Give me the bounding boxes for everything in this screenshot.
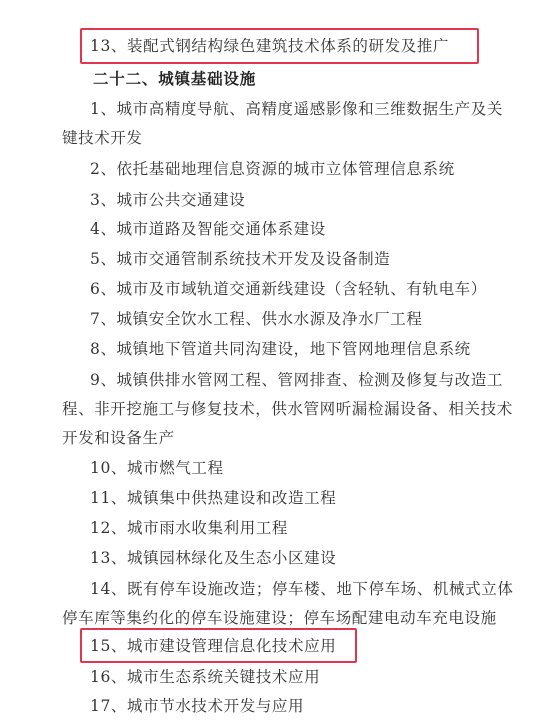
list-item-2: 2、依托基础地理信息资源的城市立体管理信息系统 [90, 160, 455, 178]
list-item-top-highlighted: 13、装配式钢结构绿色建筑技术体系的研发及推广 [90, 37, 450, 55]
list-item-13: 13、城镇园林绿化及生态小区建设 [90, 549, 337, 567]
section-heading: 二十二、城镇基础设施 [93, 69, 257, 88]
list-item-14-line-2: 停车库等集约化的停车设施建设；停车场配建电动车充电设施 [62, 609, 497, 627]
list-item-8: 8、城镇地下管道共同沟建设，地下管网地理信息系统 [90, 340, 471, 358]
list-item-12: 12、城市雨水收集利用工程 [90, 519, 289, 537]
list-item-9-line-2: 程、非开挖施工与修复技术，供水管网听漏检漏设备、相关技术 [62, 400, 513, 418]
list-item-9-line-1: 9、城镇供排水管网工程、管网排查、检测及修复与改造工 [90, 371, 503, 389]
list-item-14-line-1: 14、既有停车设施改造；停车楼、地下停车场、机械式立体 [90, 580, 514, 598]
list-item-15-highlighted: 15、城市建设管理信息化技术应用 [90, 637, 337, 655]
list-item-1-line-2: 键技术开发 [62, 129, 143, 147]
list-item-4: 4、城市道路及智能交通体系建设 [90, 220, 326, 238]
list-item-6: 6、城市及市域轨道交通新线建设（含轻轨、有轨电车） [90, 280, 487, 298]
list-item-5: 5、城市交通管制系统技术开发及设备制造 [90, 250, 391, 268]
list-item-17: 17、城市节水技术开发与应用 [90, 697, 305, 715]
list-item-1-line-1: 1、城市高精度导航、高精度遥感影像和三维数据生产及关 [90, 100, 503, 118]
list-item-10: 10、城市燃气工程 [90, 459, 224, 477]
list-item-7: 7、城镇安全饮水工程、供水水源及净水厂工程 [90, 310, 423, 328]
list-item-11: 11、城镇集中供热建设和改造工程 [90, 489, 337, 507]
list-item-16: 16、城市生态系统关键技术应用 [90, 668, 321, 686]
list-item-3: 3、城市公共交通建设 [90, 191, 246, 209]
list-item-9-line-3: 开发和设备生产 [62, 429, 175, 447]
